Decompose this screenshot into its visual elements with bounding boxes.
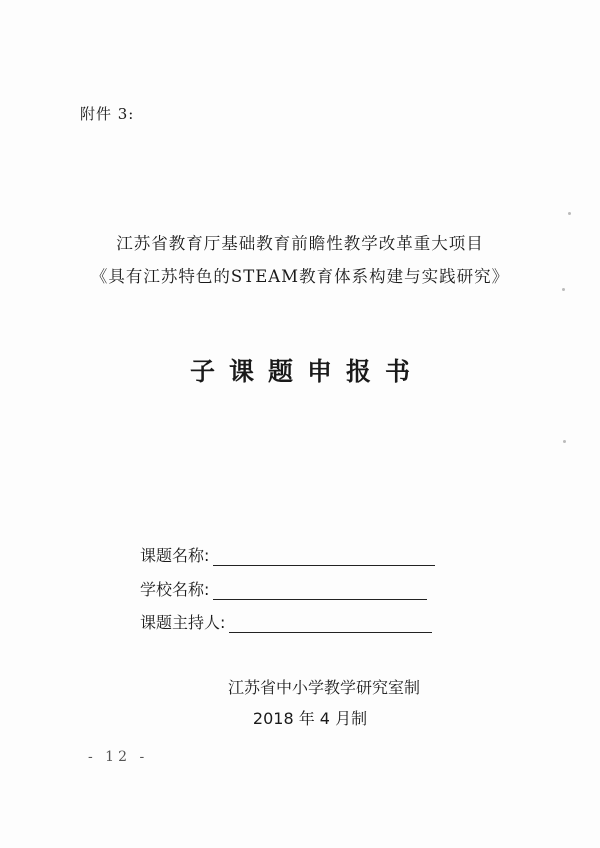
topic-name-label: 课题名称: [140, 546, 210, 565]
topic-name-field [140, 543, 435, 566]
issue-date: 2018 年 4 月制 [252, 709, 368, 728]
scan-speck [562, 288, 565, 291]
project-subtitle-line: 《具有江苏特色的STEAM教育体系构建与实践研究》 [90, 267, 510, 286]
attachment-label: 附件 3: [80, 105, 135, 123]
school-name-label: 学校名称: [140, 580, 210, 599]
school-name-field [140, 577, 427, 600]
topic-host-blank [229, 616, 432, 633]
topic-name-blank [213, 549, 435, 566]
page-number: - 12 - [88, 749, 149, 765]
scan-speck [568, 212, 571, 215]
scan-speck [563, 440, 566, 443]
topic-host-field [140, 610, 432, 633]
issuing-organization: 江苏省中小学教学研究室制 [227, 678, 420, 697]
school-name-blank [213, 583, 427, 600]
topic-host-label: 课题主持人: [140, 613, 226, 632]
document-title: 子课题申报书 [189, 357, 424, 386]
project-name-line: 江苏省教育厅基础教育前瞻性教学改革重大项目 [116, 234, 484, 253]
